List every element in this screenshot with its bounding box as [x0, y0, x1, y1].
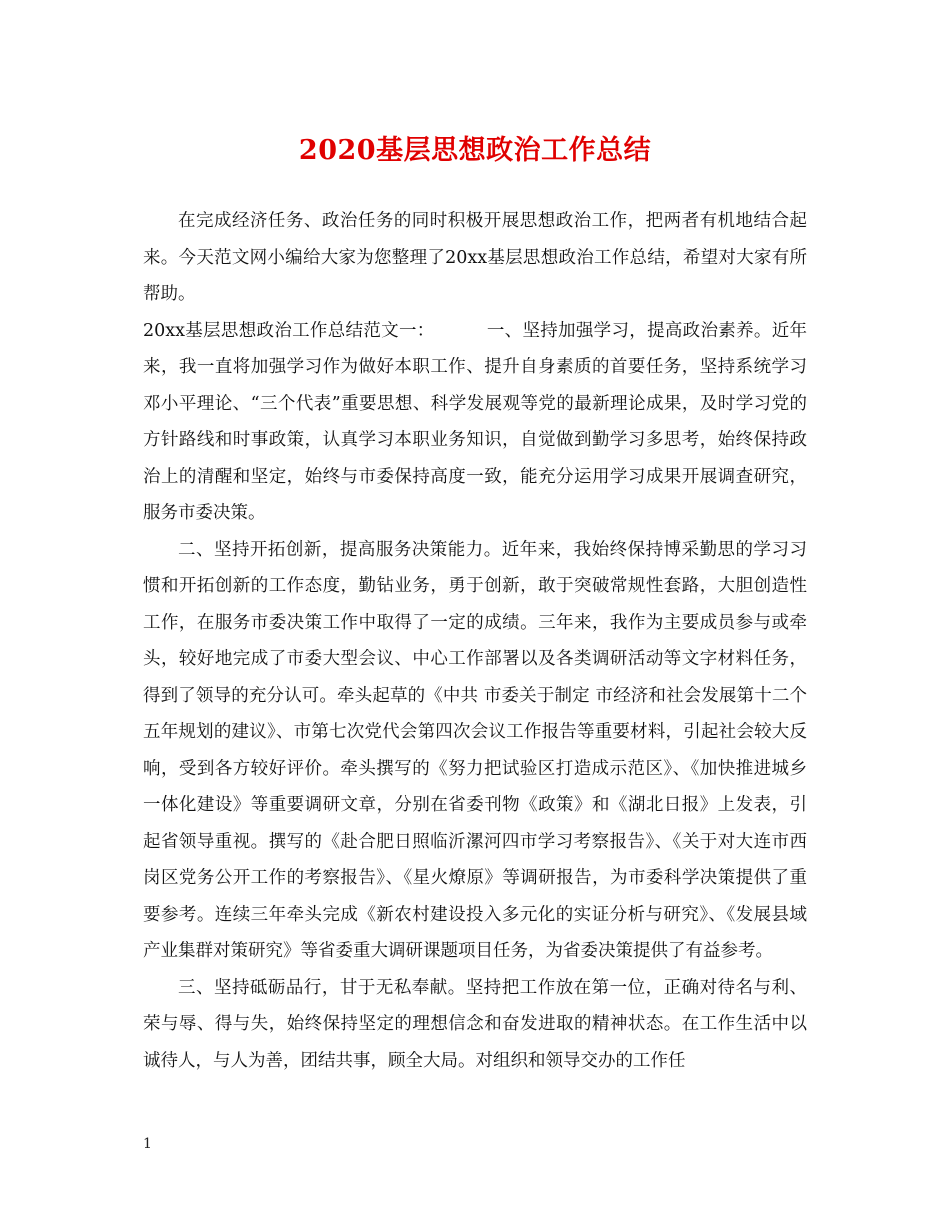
- section1-text: 一、坚持加强学习，提高政治素养。近年来，我一直将加强学习作为做好本职工作、提升自身素质的首要任务，坚持系统学习邓小平理论、“三个代表”重要思想、科学发展观等党的最新理论成果，及时学习党的方针路线和时事政策，认真学习本职业务知识，自觉做到勤学习多思考，始终保持政治上的清醒和坚定，始终与市委保持高度一致，能充分运用学习成果开展调查研究，服务市委决策。: [143, 320, 807, 523]
- section2-paragraph: 二、坚持开拓创新，提高服务决策能力。近年来，我始终保持博采勤思的学习习惯和开拓创新的工作态度，勤钻业务，勇于创新，敢于突破常规性套路，大胆创造性工作，在服务市委决策工作中取得了一定的成绩。三年来，我作为主要成员参与或牵头，较好地完成了市委大型会议、中心工作部署以及各类调研活动等文字材料任务，得到了领导的充分认可。牵头起草的《中共 市委关于制定 市经济和社会发展第十二个五年规划的建议》、市第七次党代会第四次会议工作报告等重要材料，引起社会较大反响，受到各方较好评价。牵头撰写的《努力把试验区打造成示范区》、《加快推进城乡一体化建设》等重要调研文章，分别在省委刊物《政策》和《湖北日报》上发表，引起省领导重视。撰写的《赴合肥日照临沂漯河四市学习考察报告》、《关于对大连市西岗区党务公开工作的考察报告》、《星火燎原》等调研报告，为市委科学决策提供了重要参考。连续三年牵头完成《新农村建设投入多元化的实证分析与研究》、《发展县域产业集群对策研究》等省委重大调研课题项目任务，为省委决策提供了有益参考。: [143, 539, 807, 961]
- section3-paragraph: 三、坚持砥砺品行，甘于无私奉献。坚持把工作放在第一位，正确对待名与利、荣与辱、得与失，始终保持坚定的理想信念和奋发进取的精神状态。在工作生活中以诚待人，与人为善，团结共事，顾全大局。对组织和领导交办的工作任: [143, 977, 807, 1071]
- section1-paragraph: [143, 313, 807, 532]
- sample-heading: 20xx基层思想政治工作总结范文一：: [143, 320, 435, 341]
- intro-paragraph: 在完成经济任务、政治任务的同时积极开展思想政治工作，把两者有机地结合起来。今天范文网小编给大家为您整理了20xx基层思想政治工作总结，希望对大家有所帮助。: [143, 211, 807, 304]
- page-number: 1: [143, 1136, 152, 1152]
- document-body: [143, 203, 807, 1079]
- document-title: 2020基层思想政治工作总结: [298, 135, 652, 166]
